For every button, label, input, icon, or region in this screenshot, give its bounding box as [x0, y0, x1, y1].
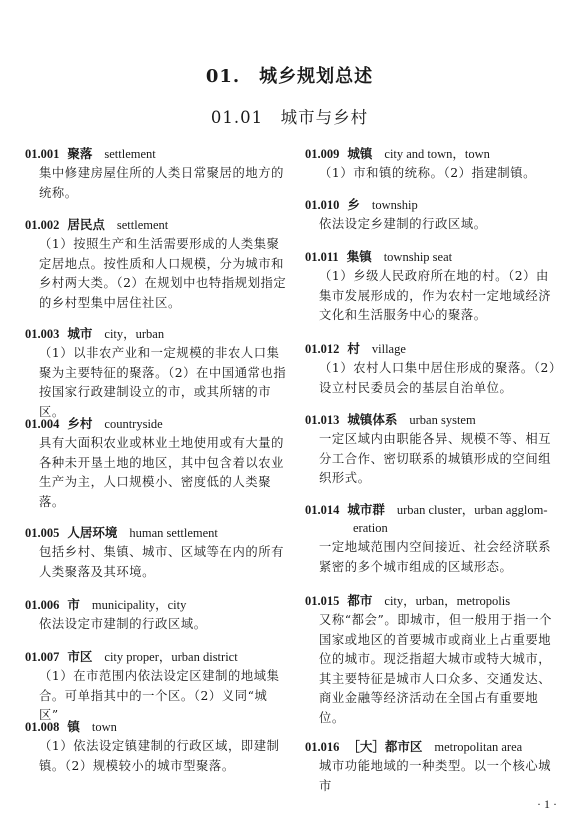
entry-english: city and town，town [384, 147, 490, 161]
entry-number: 01.009 [305, 147, 340, 161]
entry-english: human settlement [129, 526, 218, 540]
entry-01-009 [305, 145, 560, 184]
entry-definition: （1）依法设定镇建制的行政区域，即建制镇。（2）规模较小的城市型聚落。 [39, 739, 280, 773]
entry-01-002 [25, 216, 287, 313]
entry-number: 01.003 [25, 327, 60, 341]
entry-english: city，urban [104, 327, 165, 341]
entry-definition: 包括乡村、集镇、城市、区域等在内的所有人类聚落及其环境。 [39, 545, 285, 579]
entry-number: 01.007 [25, 650, 60, 664]
entry-term: ［大］都市区 [347, 739, 423, 754]
entry-english: township seat [383, 250, 453, 264]
entry-definition: （1）按照生产和生活需要形成的人类集聚定居地点。按性质和人口规模，分为城市和乡村两大类。（2）在规划中也特指规划指定的乡村型集中居住社区。 [39, 237, 287, 310]
entry-number: 01.016 [305, 740, 340, 754]
entry-english: urban cluster，urban agglom- [396, 503, 548, 517]
entry-definition: （1）在市范围内依法设定区建制的地域集合。可单指其中的一个区。（2）义同“城区” [39, 669, 280, 723]
entry-01-006 [25, 596, 287, 635]
entry-english: settlement [116, 218, 169, 232]
section-title: 01.01 城市与乡村 [210, 108, 369, 127]
entry-english: countryside [104, 417, 163, 431]
entry-01-013 [305, 411, 560, 489]
entry-english: town [91, 720, 117, 734]
entry-term: 居民点 [67, 217, 105, 232]
entry-01-005 [25, 524, 287, 582]
entry-definition: 一定地域范围内空间接近、社会经济联系紧密的多个城市组成的区域形态。 [319, 540, 552, 574]
entry-english: township [371, 198, 418, 212]
entry-term: 乡村 [67, 416, 93, 431]
entry-number: 01.011 [305, 250, 339, 264]
entry-number: 01.013 [305, 413, 340, 427]
entry-number: 01.002 [25, 218, 60, 232]
entry-01-003 [25, 325, 287, 422]
entry-01-001 [25, 145, 287, 203]
entry-definition: （1）农村人口集中居住形成的聚落。（2）设立村民委员会的基层自治单位。 [319, 361, 556, 395]
entry-term: 城市 [67, 326, 93, 341]
entry-number: 01.015 [305, 594, 340, 608]
entry-number: 01.001 [25, 147, 60, 161]
entry-term: 人居环境 [67, 525, 118, 540]
entry-term: 城镇 [347, 146, 373, 161]
entry-term: 城镇体系 [347, 412, 398, 427]
entry-term: 聚落 [67, 146, 93, 161]
entry-01-008 [25, 718, 287, 776]
entry-definition: （1）市和镇的统称。（2）指建制镇。 [319, 166, 537, 180]
entry-number: 01.005 [25, 526, 60, 540]
entry-01-014 [305, 501, 560, 577]
entry-number: 01.010 [305, 198, 340, 212]
entry-definition: 城市功能地域的一种类型。以一个核心城市 [319, 759, 552, 793]
entry-english: municipality，city [91, 598, 187, 612]
entry-english: city，urban，metropolis [384, 594, 511, 608]
entry-number: 01.014 [305, 503, 340, 517]
entry-definition: 依法设定乡建制的行政区域。 [319, 217, 487, 231]
entry-term: 乡 [347, 197, 360, 212]
entry-definition: 具有大面积农业或林业土地使用或有大量的各种未开垦土地的地区，其中包含着以农业生产为主，人口规模小、密度低的人类聚落。 [39, 436, 285, 509]
entry-english: city proper，urban district [104, 650, 238, 664]
entry-term: 城市群 [347, 502, 385, 517]
entry-english: metropolitan area [434, 740, 523, 754]
entry-definition: （1）以非农产业和一定规模的非农人口集聚为主要特征的聚落。（2）在中国通常也指按国家行政建制设立的市，或其所辖的市区。 [39, 346, 287, 419]
entry-english: village [371, 342, 406, 356]
entry-01-004 [25, 415, 287, 512]
entry-01-011 [305, 248, 560, 326]
entry-01-007 [25, 648, 287, 726]
entry-definition: 依法设定市建制的行政区域。 [39, 617, 207, 631]
entry-term: 村 [347, 341, 360, 356]
entry-01-016 [305, 738, 560, 796]
page-number: · 1 · [537, 797, 557, 811]
entry-01-015 [305, 592, 560, 729]
entry-term: 镇 [67, 719, 80, 734]
entry-definition: 一定区域内由职能各异、规模不等、相互分工合作、密切联系的城镇形成的空间组织形式。 [319, 432, 552, 486]
entry-definition: 又称“都会”。即城市，但一般用于指一个国家或地区的首要城市或商业上占重要地位的城市。现泛指超大城市或特大城市，其主要特征是城市人口众多、交通发达、商业金融等经济活动在全国占有重要地位。 [319, 613, 553, 725]
entry-definition: 集中修建房屋住所的人类日常聚居的地方的统称。 [39, 166, 285, 200]
entry-term: 都市 [347, 593, 373, 608]
entry-term: 市 [67, 597, 80, 612]
entry-english: urban system [409, 413, 476, 427]
entry-number: 01.006 [25, 598, 60, 612]
entry-term: 市区 [67, 649, 93, 664]
entry-number: 01.012 [305, 342, 340, 356]
entry-english: settlement [104, 147, 156, 161]
chapter-title: 01. 城乡规划总述 [205, 66, 374, 87]
entry-term: 集镇 [346, 249, 372, 264]
entry-number: 01.004 [25, 417, 60, 431]
entry-01-012 [305, 340, 560, 398]
entry-definition: （1）乡级人民政府所在地的村。（2）由集市发展形成的，作为农村一定地域经济文化和生活服务中心的聚落。 [319, 269, 552, 323]
entry-01-010 [305, 196, 560, 235]
entry-english-continuation: eration [353, 521, 388, 535]
entry-number: 01.008 [25, 720, 60, 734]
